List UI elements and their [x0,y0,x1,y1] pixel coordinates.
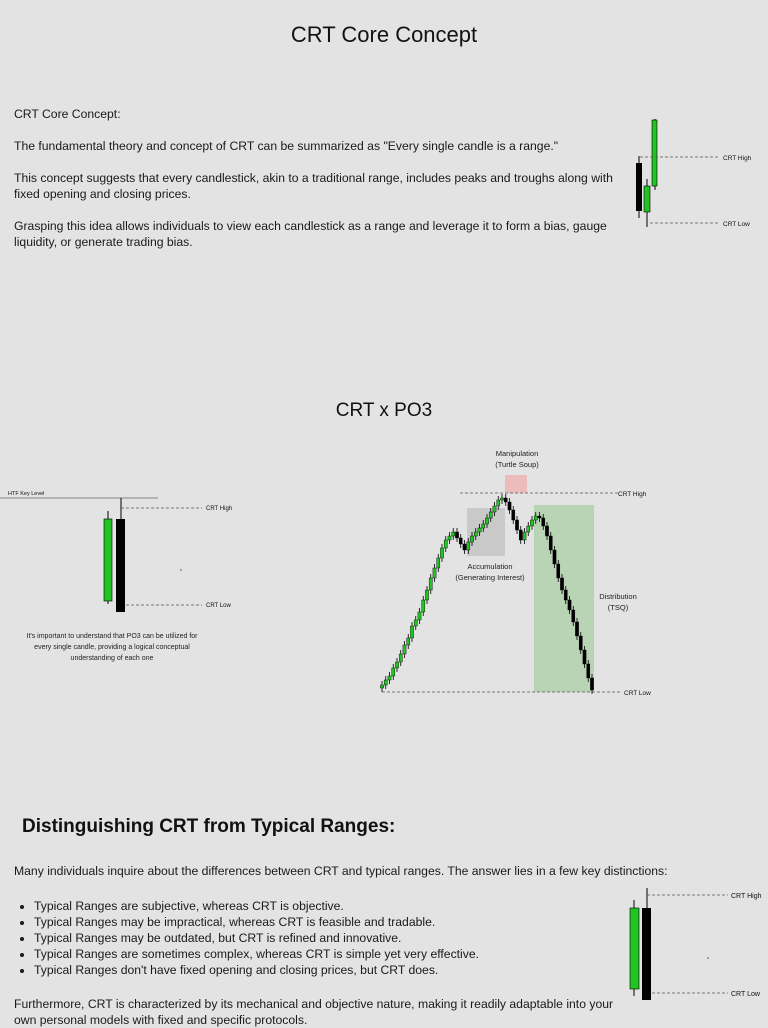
htf-key-level-label: HTF Key Level [8,491,45,497]
list-item: • Typical Ranges don't have fixed opening and closing prices, but CRT does. [34,962,614,978]
section3-heading: Distinguishing CRT from Typical Ranges: [22,816,396,837]
crt-high-label: CRT High [731,893,762,900]
crt-low-label: CRT Low [206,603,231,609]
candle-body [478,528,481,532]
manipulation-label: Manipulation [495,449,539,458]
candle-body [380,685,383,688]
black-candle [636,156,642,218]
candle-body [557,564,560,578]
candle-body [425,590,428,600]
section1-para1: The fundamental theory and concept of CRT can be summarized as "Every single candle is a range." [14,139,559,153]
candle-body [407,638,410,645]
distinctions-list [14,898,614,978]
candle-body [575,622,578,636]
candle-body [440,548,443,558]
green-candle [630,900,639,996]
list-item: • Typical Ranges are subjective, whereas CRT is objective. [34,898,614,914]
section3-closing-line1: Furthermore, CRT is characterized by its mechanical and objective nature, making it readily adaptable into your [14,997,614,1011]
candle-body [482,524,485,528]
crt-low-label: CRT Low [731,991,760,998]
crt-high-label: CRT High [618,491,647,498]
po3-note-line1: It's important to understand that PO3 can be utilized for [26,633,198,640]
manipulation-zone [505,475,527,493]
candle-body [515,520,518,530]
distribution-sublabel: (TSQ) [607,603,629,612]
candle-body [587,664,590,678]
candle-body [493,506,496,512]
green-candle [104,511,112,604]
candle-body [463,544,466,550]
candle-body [512,510,515,520]
candle-body [545,526,548,536]
candle-body [583,650,586,664]
section1-subheading: CRT Core Concept: [14,107,121,121]
green-candle-small [644,179,650,227]
candle-body [560,578,563,590]
candle-body [418,612,421,620]
candle-body [452,532,455,536]
accumulation-label: Accumulation [467,562,513,571]
crt-low-label: CRT Low [723,221,750,228]
distribution-label: Distribution [599,592,637,601]
candle-body [395,662,398,668]
candle-body [553,550,556,564]
po3-note-line2: every single candle, providing a logical conceptual [34,644,190,651]
list-item: • Typical Ranges are sometimes complex, whereas CRT is simple yet very effective. [34,946,614,962]
list-item: • Typical Ranges may be impractical, whereas CRT is feasible and tradable. [34,914,614,930]
crt-core-diagram [628,114,768,234]
crt-ranges-diagram [620,884,768,1004]
candle-body [542,518,545,526]
candle-body [422,600,425,612]
crt-low-label: CRT Low [624,690,651,697]
candle-body [448,536,451,540]
candle-body [519,530,522,540]
green-candle-large [652,119,657,190]
section3-intro: Many individuals inquire about the differences between CRT and typical ranges. The answer lies in a few key distinctions: [14,864,668,878]
black-candle [116,498,125,612]
section1-para2-line1: This concept suggests that every candlestick, akin to a traditional range, includes peaks and troughs along with [14,171,613,185]
crt-high-label: CRT High [206,506,233,512]
candle-body [467,542,470,550]
candle-body [485,518,488,524]
candle-body [590,678,593,690]
candle-body [534,516,537,520]
candle-body [429,578,432,590]
candle-body [474,532,477,536]
candle-body [384,680,387,685]
black-candle [642,888,651,1000]
accumulation-sublabel: (Generating Interest) [455,573,525,582]
candle-body [572,610,575,622]
section3-closing-line2: own personal models with fixed and specific protocols. [14,1013,308,1027]
candle-body [437,558,440,568]
accumulation-zone [467,508,505,556]
manipulation-sublabel: (Turtle Soup) [495,460,539,469]
candle-body [414,620,417,626]
candle-body [504,498,507,502]
candle-body [523,532,526,540]
section1-para2-line2: fixed opening and closing prices. [14,187,191,201]
candle-body [497,500,500,506]
section1-para3-line1: Grasping this idea allows individuals to view each candlestick as a range and leverage it to form a bias, gauge [14,219,607,233]
candle-body [410,626,413,638]
candle-body [508,502,511,510]
candle-body [470,536,473,542]
section1-title: CRT Core Concept [290,22,478,47]
po3-left-diagram [0,486,250,666]
candle-body [392,668,395,676]
candle-body [433,568,436,578]
candle-body [403,645,406,654]
candle-body [568,600,571,610]
list-item: • Typical Ranges may be outdated, but CRT is refined and innovative. [34,930,614,946]
po3-note-line3: understanding of each one [70,655,154,662]
candle-body [444,540,447,548]
candle-body [459,538,462,544]
crt-high-label: CRT High [723,155,752,162]
candle-body [489,512,492,518]
candle-body [579,636,582,650]
section2-title: CRT x PO3 [335,400,433,421]
candle-body [549,536,552,550]
candle-body [388,676,391,680]
candle-body [527,526,530,532]
candle-body [399,654,402,662]
candle-body [500,498,503,500]
po3-price-chart [370,440,690,705]
candle-body [530,520,533,526]
candle-body [455,532,458,538]
candle-body [564,590,567,600]
section1-para3-line2: liquidity, or generate trading bias. [14,235,193,249]
candle-body [538,516,541,518]
